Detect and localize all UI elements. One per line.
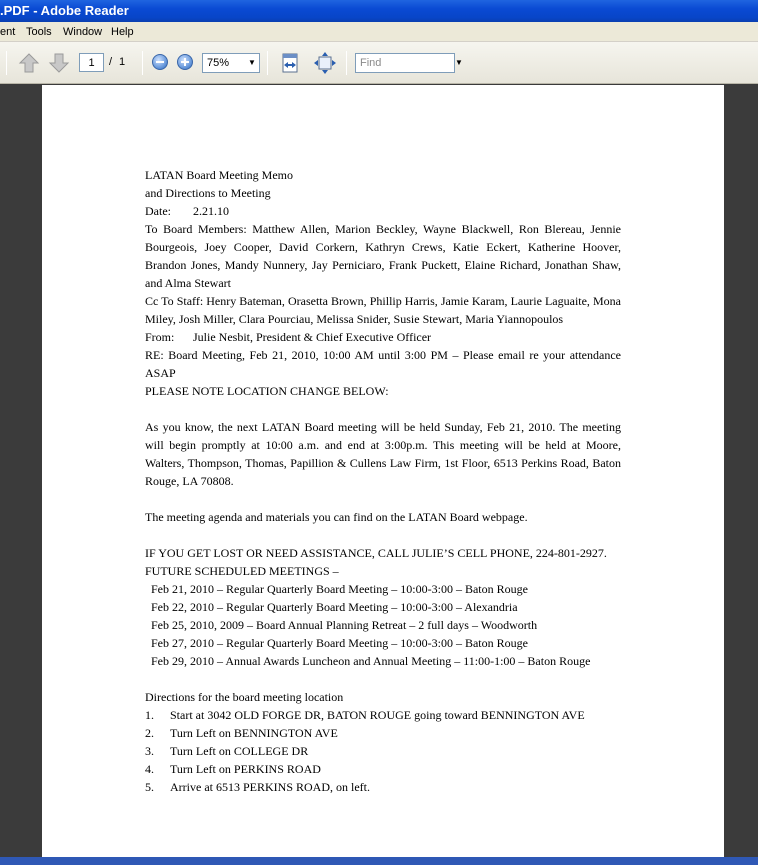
fit-width-button[interactable] (278, 51, 302, 75)
zoom-dropdown-button[interactable] (246, 53, 258, 73)
title-bar (0, 0, 758, 22)
page-total: 1 (119, 56, 126, 68)
direction-step (145, 706, 621, 724)
chevron-down-icon: ▼ (248, 58, 256, 67)
step-number: 4. (145, 762, 154, 776)
toolbar-separator (267, 51, 268, 75)
meeting-paragraph: As you know, the next LATAN Board meeting will be held Sunday, Feb 21, 2010. The meeting will begin promptly at 10:00 a.m. and end at 3:00p.m. This meeting will be held at Moore, Walters, Thompson, Thomas, Papillion & Cullens Law Firm, 1st Floor, 6513 Perkins Road, Baton Rouge, LA 70808. (145, 420, 621, 488)
from-label: From: (145, 330, 175, 344)
date-label: Date: (145, 204, 171, 218)
direction-step (145, 778, 621, 796)
location-notice: PLEASE NOTE LOCATION CHANGE BELOW: (145, 384, 389, 398)
zoom-out-button[interactable] (152, 54, 168, 70)
from-value: Julie Nesbit, President & Chief Executive Officer (193, 330, 432, 344)
status-strip (0, 857, 758, 865)
date-line (145, 202, 621, 220)
future-meetings-heading: FUTURE SCHEDULED MEETINGS – (145, 564, 339, 578)
step-number: 1. (145, 708, 154, 722)
find-dropdown-button[interactable] (453, 53, 465, 73)
meeting-item: Feb 29, 2010 – Annual Awards Luncheon and Annual Meeting – 11:00-1:00 – Baton Rouge (151, 654, 591, 668)
zoom-out-icon (156, 61, 164, 63)
toolbar-separator (346, 51, 347, 75)
agenda-paragraph: The meeting agenda and materials you can find on the LATAN Board webpage. (145, 510, 528, 524)
page-separator: / (109, 56, 113, 68)
fit-width-icon (278, 51, 302, 75)
find-placeholder: Find (360, 57, 382, 69)
lost-contact-line: IF YOU GET LOST OR NEED ASSISTANCE, CALL JULIE’S CELL PHONE, 224-801-2927. (145, 546, 607, 560)
menu-window[interactable]: Window (63, 26, 103, 38)
page-number-input[interactable] (79, 53, 104, 72)
step-text: Turn Left on BENNINGTON AVE (170, 726, 338, 740)
step-text: Arrive at 6513 PERKINS ROAD, on left. (170, 780, 370, 794)
toolbar-separator (142, 51, 143, 75)
step-number: 3. (145, 744, 154, 758)
direction-step (145, 760, 621, 778)
fit-page-button[interactable] (313, 51, 337, 75)
previous-page-button[interactable] (17, 51, 41, 75)
toolbar (0, 42, 758, 84)
up-arrow-icon (17, 51, 41, 75)
meeting-item: Feb 22, 2010 – Regular Quarterly Board Meeting – 10:00-3:00 – Alexandria (151, 600, 518, 614)
menu-bar (0, 22, 758, 42)
menu-document[interactable]: ent (0, 26, 16, 38)
zoom-in-button[interactable] (177, 54, 193, 70)
memo-content (145, 166, 621, 796)
document-viewport[interactable] (0, 85, 758, 865)
next-page-button[interactable] (47, 51, 71, 75)
fit-page-icon (313, 51, 337, 75)
cc-staff: Cc To Staff: Henry Bateman, Orasetta Brown, Phillip Harris, Jamie Karam, Laurie Laguaite, Mona Miley, Josh Miller, Clara Pourciau, Melissa Snider, Susie Stewart, Maria Yiannopoulos (145, 294, 621, 326)
find-input[interactable] (355, 53, 455, 73)
meeting-item: Feb 25, 2010, 2009 – Board Annual Planning Retreat – 2 full days – Woodworth (151, 618, 538, 632)
memo-subtitle: and Directions to Meeting (145, 186, 271, 200)
directions-heading: Directions for the board meeting location (145, 690, 344, 704)
menu-help[interactable]: Help (111, 26, 134, 38)
zoom-level-value: 75% (207, 57, 230, 69)
down-arrow-icon (47, 51, 71, 75)
chevron-down-icon: ▼ (455, 58, 463, 67)
toolbar-separator (6, 51, 7, 75)
step-text: Turn Left on PERKINS ROAD (170, 762, 321, 776)
re-line: RE: Board Meeting, Feb 21, 2010, 10:00 AM until 3:00 PM – Please email re your attendance ASAP (145, 348, 621, 380)
direction-step (145, 724, 621, 742)
step-text: Turn Left on COLLEGE DR (170, 744, 309, 758)
from-line (145, 328, 621, 346)
step-number: 2. (145, 726, 154, 740)
direction-step (145, 742, 621, 760)
meeting-item: Feb 27, 2010 – Regular Quarterly Board Meeting – 10:00-3:00 – Baton Rouge (151, 636, 528, 650)
to-board-members: To Board Members: Matthew Allen, Marion Beckley, Wayne Blackwell, Ron Blereau, Jennie Bourgeois, Joey Cooper, David Corkern, Kathryn Crews, Katie Eckert, Katherine Hoover, Brandon Jones, Mandy Nunnery, Jay Perniciaro, Frank Puckett, Elaine Richard, Jonathan Shaw, and Alma Stewart (145, 222, 621, 290)
menu-tools[interactable]: Tools (26, 26, 52, 38)
pdf-page (42, 85, 724, 857)
date-value: 2.21.10 (193, 204, 229, 218)
memo-title: LATAN Board Meeting Memo (145, 168, 294, 182)
step-text: Start at 3042 OLD FORGE DR, BATON ROUGE going toward BENNINGTON AVE (170, 708, 585, 722)
step-number: 5. (145, 780, 154, 794)
meeting-item: Feb 21, 2010 – Regular Quarterly Board Meeting – 10:00-3:00 – Baton Rouge (151, 582, 528, 596)
zoom-in-icon-vertical (184, 58, 186, 66)
window-title: .PDF - Adobe Reader (0, 3, 129, 18)
